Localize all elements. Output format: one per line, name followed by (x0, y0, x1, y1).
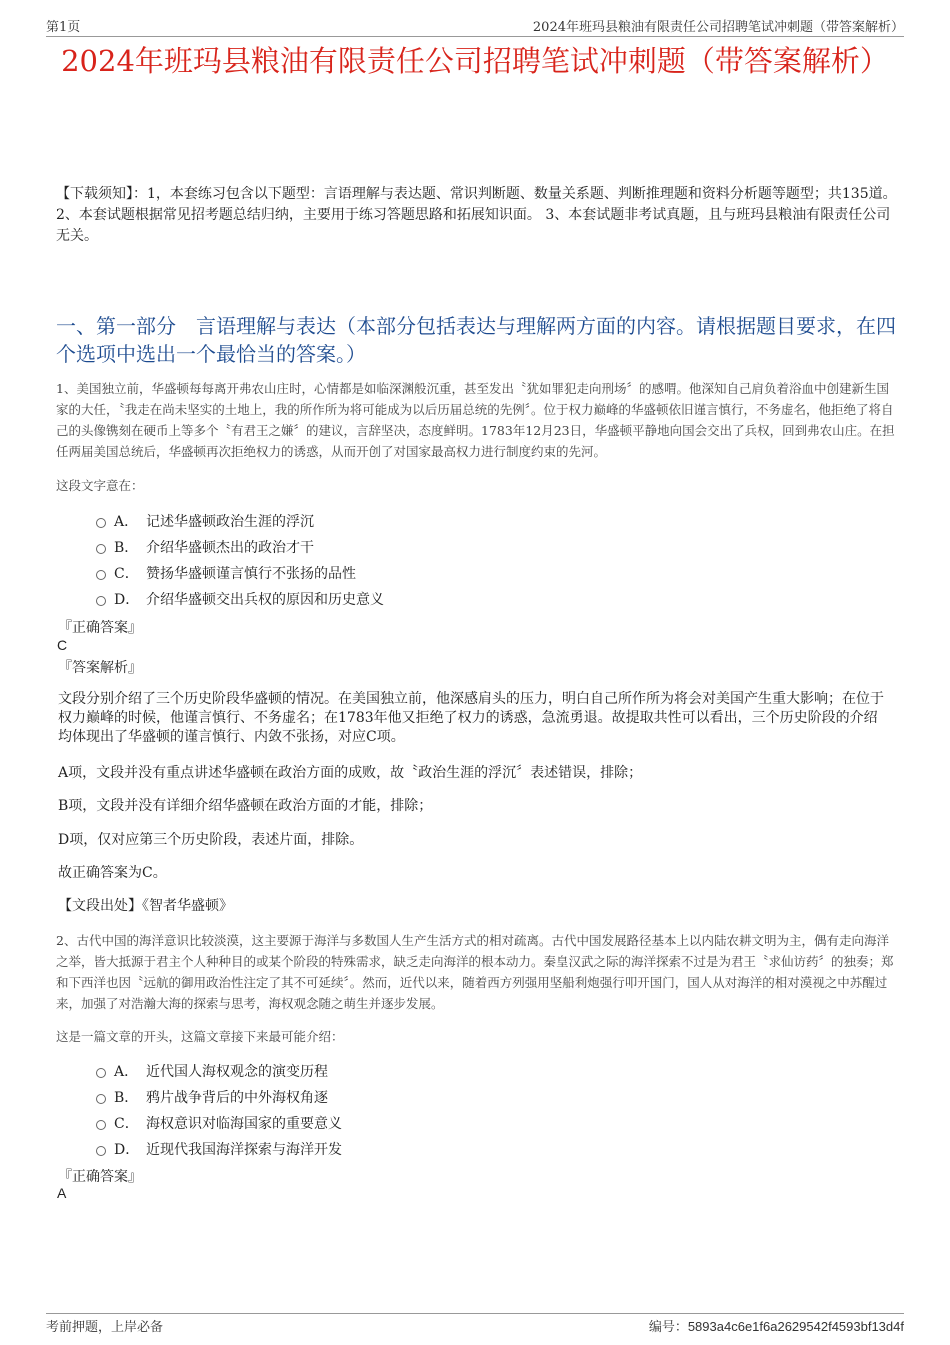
document-code (649, 1316, 904, 1335)
option-text: 赞扬华盛顿谨言慎行不张扬的品性 (146, 566, 356, 582)
radio-icon[interactable] (96, 1068, 106, 1078)
radio-icon[interactable] (96, 570, 106, 580)
code-label: 编号： (648, 1320, 688, 1335)
radio-icon[interactable] (96, 1094, 106, 1104)
option-text: 鸦片战争背后的中外海权角逐 (146, 1090, 328, 1106)
footer-slogan: 考前押题，上岸必备 (46, 1320, 164, 1335)
question-1-prompt: 这段文字意在： (56, 478, 144, 493)
radio-icon[interactable] (96, 596, 106, 606)
option-letter: A． (114, 514, 139, 530)
section-title: 一、第一部分 言语理解与表达（本部分包括表达与理解两方面的内容。请根据题目要求，在四个选项中选出一个最恰当的答案。） (56, 314, 896, 366)
radio-icon[interactable] (96, 544, 106, 554)
option-letter: B． (114, 1090, 139, 1106)
option-letter: C． (114, 566, 139, 582)
option-text: 介绍华盛顿交出兵权的原因和历史意义 (146, 592, 384, 608)
question-2-text: 2、古代中国的海洋意识比较淡漠，这主要源于海洋与多数国人生产生活方式的相对疏离。古代中国发展路径基本上以内陆农耕文明为主，偶有走向海洋之举，皆大抵源于君主个人种种目的或某个阶段的特殊需求，缺乏走向海洋的根本动力。秦皇汉武之际的海洋探索不过是为君王〝求仙访药〞的独奏；郑和下西洋也因〝远航的御用政治性注定了其不可延续〞。然而，近代以来，随着西方列强用坚船利炮强行叩开国门，国人从对海洋的相对漠视之中苏醒过来，加强了对浩瀚大海的探索与思考，海权观念随之萌生并逐步发展。 (56, 933, 894, 1011)
option-letter: D． (114, 1142, 140, 1158)
option-text: 近代国人海权观念的演变历程 (146, 1064, 328, 1080)
radio-icon[interactable] (96, 1120, 106, 1130)
download-notice: 【下载须知】：1，本套练习包含以下题型：言语理解与表达题、常识判断题、数量关系题、判断推理题和资料分析题等题型；共135道。 2、本套试题根据常见招考题总结归纳，主要用于练习答题思路和拓展知识面。 3、本套试题非考试真题，且与班玛县粮油有限责任公司无关。 (56, 186, 897, 244)
analysis-label: 『答案解析』 (58, 660, 142, 676)
page-footer (46, 1313, 904, 1336)
option-text: 近现代我国海洋探索与海洋开发 (146, 1142, 342, 1158)
option-letter: C． (114, 1116, 139, 1132)
page-header (46, 14, 904, 37)
option-letter: B． (114, 540, 139, 556)
option-text: 海权意识对临海国家的重要意义 (146, 1116, 342, 1132)
answer-label: 『正确答案』 (58, 620, 142, 636)
option-text: 记述华盛顿政治生涯的浮沉 (146, 514, 314, 530)
option-letter: A． (114, 1064, 139, 1080)
answer-label: 『正确答案』 (58, 1169, 142, 1185)
radio-icon[interactable] (96, 518, 106, 528)
header-doc-title: 2024年班玛县粮油有限责任公司招聘笔试冲刺题（带答案解析） (532, 20, 904, 35)
analysis-conclusion: 故正确答案为C。 (58, 865, 167, 881)
correct-answer: C (57, 637, 68, 653)
page-number: 第1页 (46, 20, 81, 35)
analysis-line-a: A项，文段并没有重点讲述华盛顿在政治方面的成败，故〝政治生涯的浮沉〞表述错误，排除； (58, 765, 643, 781)
option-text: 介绍华盛顿杰出的政治才干 (146, 540, 314, 556)
document-title: 2024年班玛县粮油有限责任公司招聘笔试冲刺题（带答案解析） (61, 44, 889, 78)
analysis-line-b: B项，文段并没有详细介绍华盛顿在政治方面的才能，排除； (58, 798, 433, 814)
correct-answer: A (57, 1185, 67, 1201)
analysis-line-d: D项，仅对应第三个历史阶段，表述片面，排除。 (58, 832, 364, 848)
question-2-prompt: 这是一篇文章的开头，这篇文章接下来最可能介绍： (56, 1029, 344, 1044)
text-source: 【文段出处】《智者华盛顿》 (58, 898, 233, 914)
answer-analysis: 文段分别介绍了三个历史阶段华盛顿的情况。在美国独立前，他深感肩头的压力，明白自己所作所为将会对美国产生重大影响；在位于权力巅峰的时候，他谨言慎行、不务虚名；在1783年他又拒绝了权力的诱惑，急流勇退。故提取共性可以看出，三个历史阶段的介绍均体现出了华盛顿的谨言慎行、内敛不张扬，对应C项。 (58, 691, 884, 745)
radio-icon[interactable] (96, 1146, 106, 1156)
option-letter: D． (114, 592, 140, 608)
code-value: 5893a4c6e1f6a2629542f4593bf13d4f (687, 1319, 904, 1334)
question-1-text: 1、美国独立前，华盛顿每每离开弗农山庄时，心情都是如临深渊般沉重，甚至发出〝犹如罪犯走向刑场〞的感喟。他深知自己肩负着浴血中创建新生国家的大任，〝我走在尚未坚实的土地上，我的所作所为将可能成为以后历届总统的先例〞。位于权力巅峰的华盛顿依旧谨言慎行，不务虚名，他拒绝了将自己的头像镌刻在硬币上等多个〝有君王之嫌〞的建议，言辞坚决，态度鲜明。1783年12月23日，华盛顿平静地向国会交出了兵权，回到弗农山庄。在担任两届美国总统后，华盛顿再次拒绝权力的诱惑，从而开创了对国家最高权力进行制度约束的先河。 (56, 381, 895, 459)
